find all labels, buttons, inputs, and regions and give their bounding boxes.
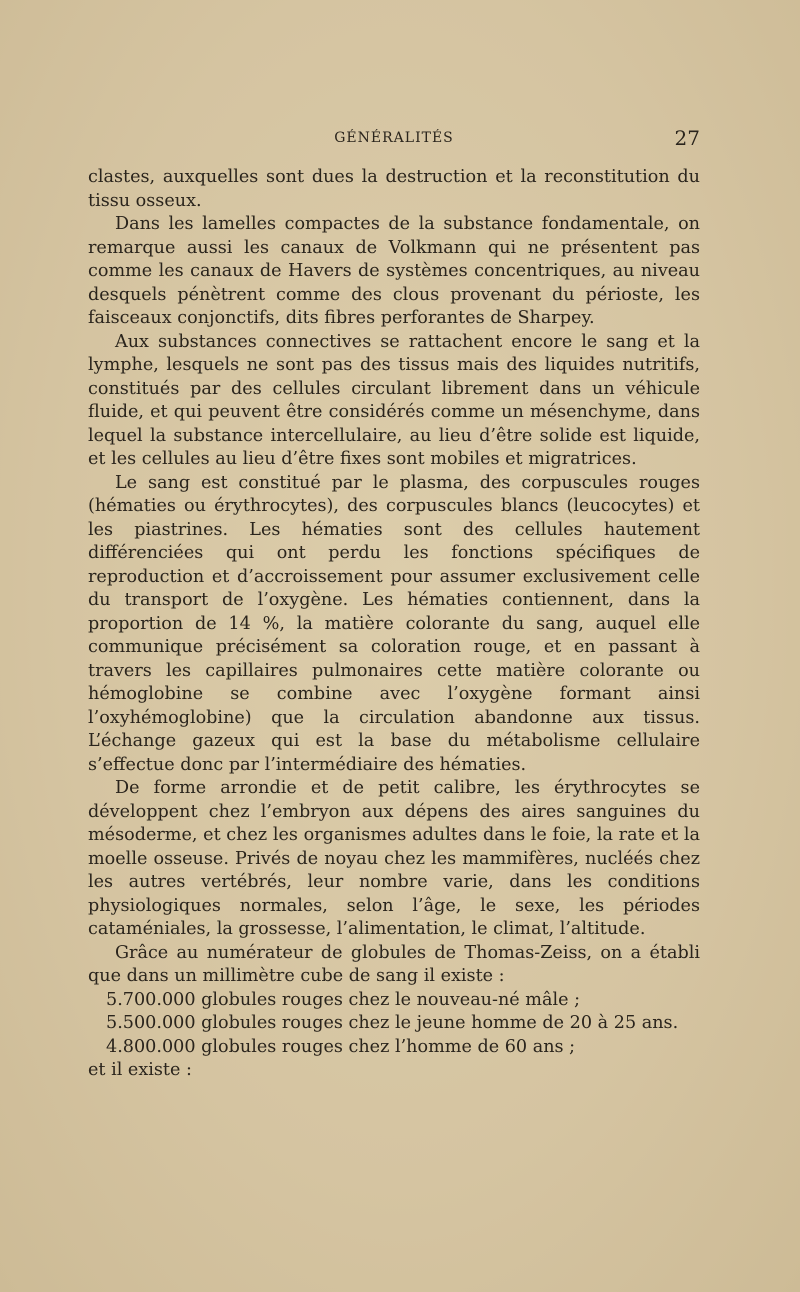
paragraph-erythrocytes: De forme arrondie et de petit calibre, les érythrocytes se développent chez l’embryon aux dépens des aires sanguines du mésoderme, et chez les organismes adultes dans le foie, la rate et la moelle osseuse. Privés de noyau chez les mammifères, nucléés chez les autres vertébrés, leur nombre varie, dans les conditions physiologiques normales, selon l’âge, le sexe, les périodes cataméniales, la grossesse, l’alimentation, le climat, l’altitude. — [88, 778, 700, 939]
paragraph-continuation: clastes, auxquelles sont dues la destruction et la reconstitution du tissu osseux. — [88, 167, 700, 211]
body-text — [88, 166, 700, 1083]
list-item: 5.500.000 globules rouges chez le jeune homme de 20 à 25 ans. — [106, 1013, 679, 1033]
paragraph-numerateur: Grâce au numérateur de globules de Thomas-Zeiss, on a établi que dans un millimètre cube de sang il existe : — [88, 942, 700, 986]
list-item: 5.700.000 globules rouges chez le nouveau-né mâle ; — [106, 989, 581, 1010]
paragraph-sang-lymphe: Aux substances connectives se rattachent encore le sang et la lymphe, lesquels ne sont pas des tissus mais des liquides nutritifs, constitués par des cellules circulant librement dans un véhicule fluide, et qui peuvent être considérés comme un mésenchyme, dans lequel la substance intercellulaire, au lieu d’être solide est liquide, et les cellules au lieu d’être fixes sont mobiles et migratrices. — [88, 331, 700, 469]
running-head — [88, 126, 700, 150]
paragraph-volkmann: Dans les lamelles compactes de la substance fondamentale, on remarque aussi les canaux de Volkmann qui ne présentent pas comme les canaux de Havers de systèmes concentriques, au niveau desquels pénètrent comme des clous provenant du périoste, les faisceaux conjonctifs, dits fibres perforantes de Sharpey. — [88, 214, 700, 328]
page-number: 27 — [674, 126, 700, 150]
paragraph-constitution-sang: Le sang est constitué par le plasma, des corpuscules rouges (hématies ou érythrocytes), des corpuscules blancs (leucocytes) et les piastrines. Les hématies sont des cellules hautement différenciées qui ont perdu les fonctions spécifiques de reproduction et d’accroissement pour assumer exclusivement celle du transport de l’oxygène. Les hématies contiennent, dans la proportion de 14 %, la matière colorante du sang, auquel elle communique précisément sa coloration rouge, et en passant à travers les capillaires pulmonaires cette matière colorante ou hémoglobine se combine avec l’oxygène formant ainsi l’oxyhémoglobine) que la circulation abandonne aux tissus. L’échange gazeux qui est la base du métabolisme cellulaire s’effectue donc par l’intermédiaire des hématies. — [88, 472, 700, 775]
closing-line: et il existe : — [88, 1060, 192, 1080]
list-item: 4.800.000 globules rouges chez l’homme de 60 ans ; — [106, 1036, 576, 1057]
running-title: GÉNÉRALITÉS — [334, 130, 454, 146]
